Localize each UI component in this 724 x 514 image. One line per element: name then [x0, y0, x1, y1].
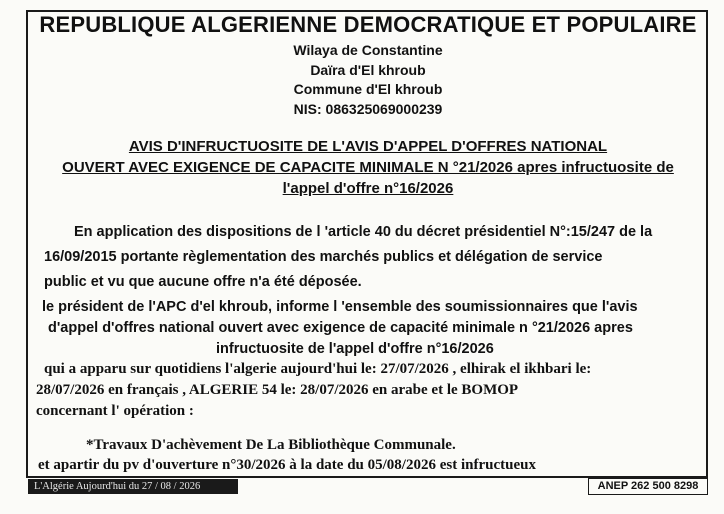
paragraph-2-line-3: infructuosite de l'appel d'offre n°16/2026: [216, 341, 494, 357]
conclusion-line: et apartir du pv d'ouverture n°30/2026 à la date du 05/08/2026 est infructueux: [38, 457, 536, 473]
daira-line: Daïra d'El khroub: [310, 62, 426, 78]
source-banner: L'Algérie Aujourd'hui du 27 / 08 / 2026: [28, 479, 238, 494]
avis-title-line-2: OUVERT AVEC EXIGENCE DE CAPACITE MINIMALE N °21/2026 apres infructuosite de: [62, 159, 674, 176]
paragraph-3-line-3: concernant l' opération :: [36, 403, 194, 419]
commune-line: Commune d'El khroub: [293, 81, 443, 97]
paragraph-3-line-2: 28/07/2026 en français , ALGERIE 54 le: 28/07/2026 en arabe et le BOMOP: [36, 382, 519, 398]
wilaya-line: Wilaya de Constantine: [293, 42, 443, 58]
paragraph-2-line-1: le président de l'APC d'el khroub, informe l 'ensemble des soumissionnaires que l'avis: [42, 299, 638, 315]
anep-reference: ANEP 262 500 8298: [588, 478, 708, 495]
avis-title-line-3: l'appel d'offre n°16/2026: [282, 180, 454, 197]
republic-title: REPUBLIQUE ALGERIENNE DEMOCRATIQUE ET POPULAIRE: [39, 12, 697, 37]
paragraph-1-line-2: 16/09/2015 portante règlementation des marchés publics et délégation de service: [44, 249, 603, 265]
operation-line: *Travaux D'achèvement De La Bibliothèque Communale.: [86, 437, 456, 453]
paragraph-2-line-2: d'appel d'offres national ouvert avec exigence de capacité minimale n °21/2026 apres: [48, 320, 633, 336]
paragraph-1-line-3: public et vu que aucune offre n'a été déposée.: [44, 274, 362, 290]
paragraph-3-line-1: qui a apparu sur quotidiens l'algerie aujourd'hui le: 27/07/2026 , elhirak el ikhbari le:: [44, 361, 592, 377]
paragraph-1-line-1: En application des dispositions de l 'article 40 du décret présidentiel N°:15/247 de la: [74, 224, 653, 240]
nis-line: NIS: 086325069000239: [293, 101, 443, 117]
avis-title-line-1: AVIS D'INFRUCTUOSITE DE L'AVIS D'APPEL D'OFFRES NATIONAL: [128, 138, 608, 155]
